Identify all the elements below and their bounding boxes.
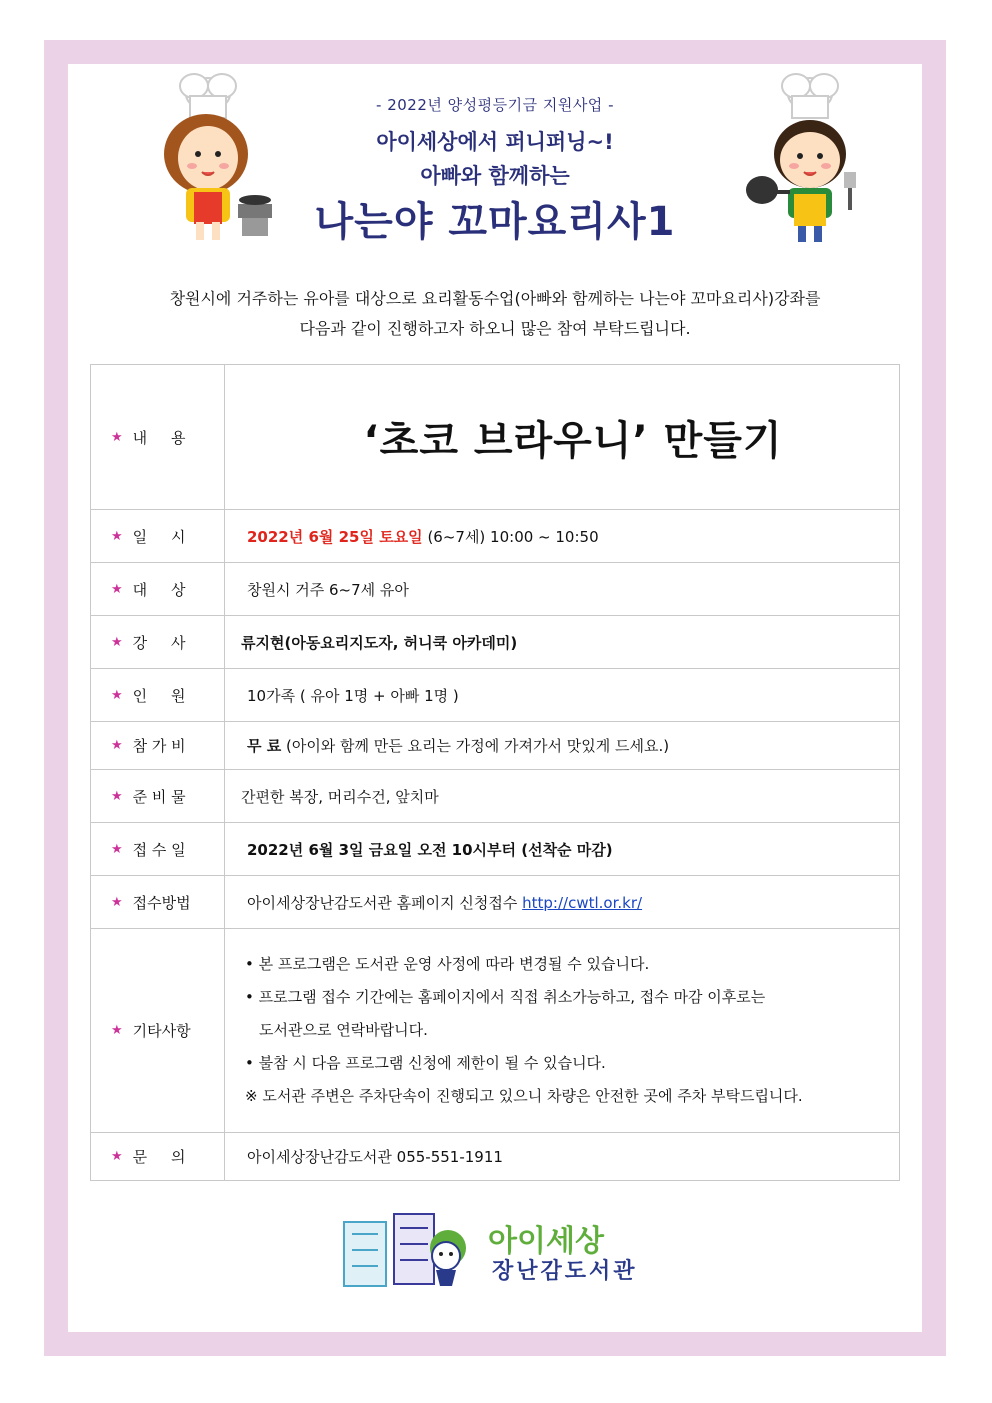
row-value: 아이세상장난감도서관 055-551-1911 [225, 1133, 900, 1181]
homepage-link[interactable]: http://cwtl.or.kr/ [522, 893, 643, 912]
table-row [91, 722, 900, 770]
table-row [91, 365, 900, 510]
row-label: ★ 인 원 [91, 669, 225, 722]
program-tagline: 아이세상에서 퍼니퍼닝~! [376, 130, 614, 154]
table-row [91, 1133, 900, 1181]
program-title: 나는야 꼬마요리사1 [314, 199, 676, 245]
note-item: ※ 도서관 주변은 주차단속이 진행되고 있으니 차량은 안전한 곳에 주차 부탁드립니다. [245, 1087, 803, 1105]
row-value: 창원시 거주 6~7세 유아 [225, 563, 900, 616]
star-icon: ★ [111, 841, 123, 857]
logo-text-bottom: 장난감도서관 [492, 1259, 638, 1284]
table-row [91, 770, 900, 823]
star-icon: ★ [111, 1023, 123, 1038]
note-item: • 본 프로그램은 도서관 운영 사정에 따라 변경될 수 있습니다. [245, 955, 650, 973]
intro-line: 창원시에 거주하는 유아를 대상으로 요리활동수업(아빠와 함께하는 나는야 꼬마요리사)강좌를 [169, 289, 821, 308]
row-value [225, 876, 900, 929]
row-label: ★ 접 수 일 [91, 823, 225, 876]
program-info-table [90, 364, 900, 1181]
star-icon: ★ [111, 634, 123, 650]
logo-text-top: 아이세상 [488, 1224, 604, 1259]
row-label: ★ 참 가 비 [91, 722, 225, 770]
row-label: ★ 문 의 [91, 1133, 225, 1181]
note-item: • 불참 시 다음 프로그램 신청에 제한이 될 수 있습니다. [245, 1054, 606, 1072]
table-row [91, 929, 900, 1133]
intro-text [68, 284, 922, 344]
star-icon: ★ [111, 687, 123, 703]
table-row [91, 510, 900, 563]
row-value [225, 510, 900, 563]
star-icon: ★ [111, 738, 123, 753]
note-item: • 프로그램 접수 기간에는 홈페이지에서 직접 취소가능하고, 접수 마감 이후로는 [245, 988, 766, 1006]
row-value: 10가족 ( 유아 1명 + 아빠 1명 ) [225, 669, 900, 722]
star-icon: ★ [111, 528, 123, 544]
row-value [225, 365, 900, 510]
row-value: 류지현(아동요리지도자, 허니쿡 아카데미) [225, 616, 900, 669]
class-topic: ‘초코 브라우니’ 만들기 [363, 417, 783, 464]
table-row [91, 669, 900, 722]
fee-note: (아이와 함께 만든 요리는 가정에 가져가서 맛있게 드세요.) [281, 737, 670, 755]
table-row [91, 876, 900, 929]
notes-list [245, 938, 899, 1123]
note-item: 도서관으로 연락바랍니다. [259, 1021, 428, 1039]
poster-sheet [68, 64, 922, 1332]
logo-mark [342, 1204, 482, 1294]
library-logo [342, 1204, 642, 1294]
row-value [225, 722, 900, 770]
poster-header [68, 64, 922, 264]
star-icon: ★ [111, 1149, 123, 1164]
table-row [91, 563, 900, 616]
star-icon: ★ [111, 788, 123, 804]
row-label: ★ 대 상 [91, 563, 225, 616]
row-label: ★ 내 용 [91, 365, 225, 510]
row-value [225, 929, 900, 1133]
star-icon: ★ [111, 894, 123, 910]
fee-free: 무 료 [247, 737, 282, 755]
row-value: 간편한 복장, 머리수건, 앞치마 [225, 770, 900, 823]
program-subtitle: - 2022년 양성평등기금 지원사업 - [376, 96, 614, 114]
intro-line: 다음과 같이 진행하고자 하오니 많은 참여 부탁드립니다. [299, 319, 691, 338]
event-date: 2022년 6월 25일 토요일 [247, 527, 423, 546]
reg-method-text: 아이세상장난감도서관 홈페이지 신청접수 [247, 893, 523, 912]
table-row [91, 616, 900, 669]
row-label: ★ 강 사 [91, 616, 225, 669]
star-icon: ★ [111, 581, 123, 597]
table-row [91, 823, 900, 876]
row-label: ★ 기타사항 [91, 929, 225, 1133]
row-label: ★ 일 시 [91, 510, 225, 563]
star-icon: ★ [111, 429, 123, 445]
row-label: ★ 접수방법 [91, 876, 225, 929]
event-time: (6~7세) 10:00 ~ 10:50 [422, 527, 599, 546]
row-value: 2022년 6월 3일 금요일 오전 10시부터 (선착순 마감) [225, 823, 900, 876]
row-label: ★ 준 비 물 [91, 770, 225, 823]
program-subheading: 아빠와 함께하는 [420, 164, 570, 188]
